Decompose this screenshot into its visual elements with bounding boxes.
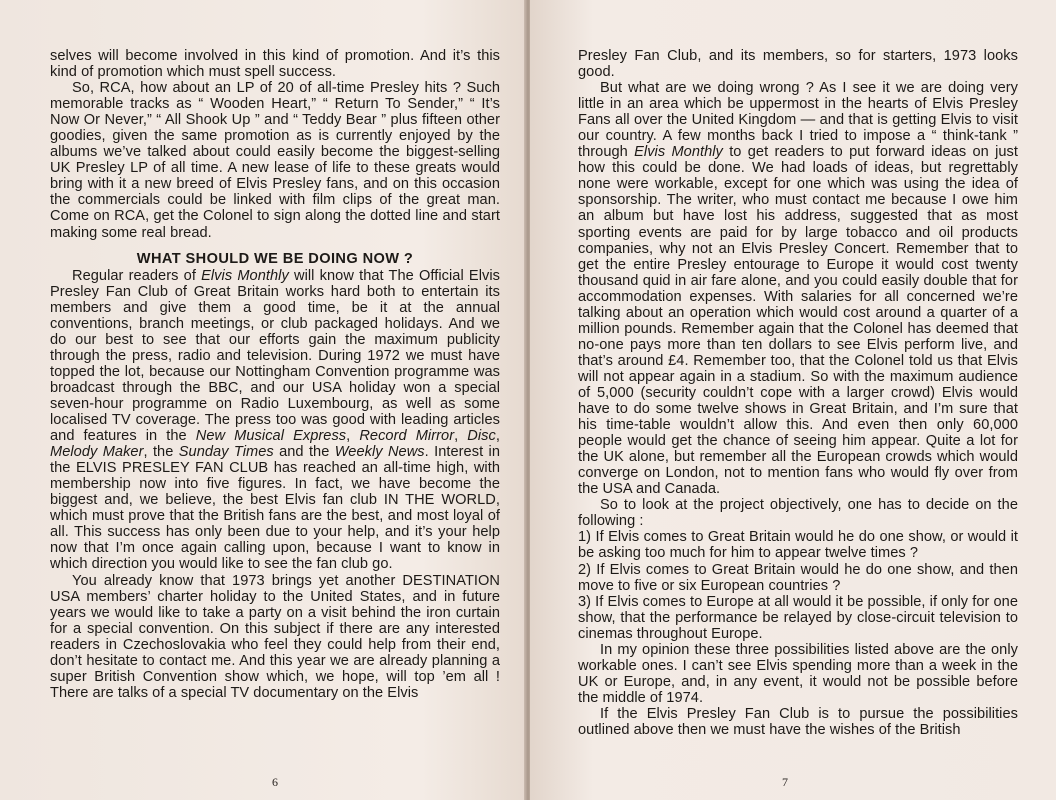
paragraph: But what are we doing wrong ? As I see it we are doing very little in an area which be uppermost in the hearts of Elvis Presley Fans all over the United Kingdom — and that is getting Elvis to visit our country. A few months back I tried to impose a “ think-tank ” through Elvis Monthly to get readers to put forward ideas on just how this could be done. We had loads of ideas, but regrettably none were workable, except for one which was using the idea of sponsorship. The writer, who must contact me because I owe him an album but have lost his address, suggested that as most sporting events are paid for by large tobacco and oil products companies, why not an Elvis Presley Concert. Remember that to get the entire Presley entourage to Europe it would cost twenty thousand quid in air fare alone, and you could easily double that for accommodation expenses. With salaries for all concerned we’re talking about an operation which would cost around a quarter of a million pounds. Remember again that the Colonel has deemed that no-one pays more than ten dollars to see Elvis perform live, and that’s around £4. Remember too, that the Colonel told us that Elvis will not appear again in a stadium. So with the maximum audience of 5,000 (security couldn’t cope with a larger crowd) Elvis would have to do some twelve shows in Great Britain, and I’m sure that his time-table wouldn’t allow this. And even then only 60,000 people would get the chance of seeing him appear. Quite a lot for the UK alone, but remember all the European crowds which would converge on London, not to mention fans who would fly over from the USA and Canada. <box>578 80 1019 498</box>
page-number: 6 <box>272 775 278 789</box>
right-text-column <box>578 48 1018 738</box>
paragraph: You already know that 1973 brings yet another DESTINATION USA members’ charter holiday to the United States, and in future years we would like to take a party on a visit behind the iron curtain for a special convention. On this subject if there are any interested readers in Czechoslovakia who feel they could help from their end, don’t hesitate to contact me. And this year we are already planning a super British Convention show which, we hope, will top ’em all ! There are talks of a special TV documentary on the Elvis <box>50 572 500 701</box>
paragraph: So to look at the project objectively, one has to decide on the following : <box>578 497 1018 530</box>
page-number: 7 <box>782 775 788 789</box>
list-item: 1) If Elvis comes to Great Britain would he do one show, or would it be asking too much for him to appear twelve times ? <box>578 529 1018 562</box>
paragraph: So, RCA, how about an LP of 20 of all-time Presley hits ? Such memorable tracks as “ Wooden Heart,” “ Return To Sender,” “ It’s Now Or Never,” “ All Shook Up ” and “ Teddy Bear ” plus fifteen other goodies, given the same promotion as is currently enjoyed by the albums we’ve talked about could easily become the biggest-selling UK Presley LP of all time. A new lease of life to these greats would bring with it a new breed of Elvis Presley fans, and on this occasion the commercials could be linked with film clips of the great man. Come on RCA, get the Colonel to sign along the dotted line and start making some real bread. <box>50 80 500 241</box>
section-heading: WHAT SHOULD WE BE DOING NOW ? <box>136 250 414 267</box>
list-item: 3) If Elvis comes to Europe at all would it be possible, if only for one show, that the performance be relayed by close-circuit television to cinemas throughout Europe. <box>578 593 1019 642</box>
right-page <box>530 0 1056 800</box>
paragraph: selves will become involved in this kind of promotion. And it’s this kind of promotion which must spell success. <box>50 48 500 81</box>
paragraph: In my opinion these three possibilities listed above are the only workable ones. I can’t see Elvis spending more than a week in the UK or Europe, and, in any event, it would not be possible before the middle of 1974. <box>578 641 1018 706</box>
list-item: 2) If Elvis comes to Great Britain would he do one show, and then move to five or six European countries ? <box>578 561 1018 594</box>
left-page <box>0 0 526 800</box>
paragraph: Regular readers of Elvis Monthly will know that The Official Elvis Presley Fan Club of Great Britain works hard both to entertain its members and give them a good time, be it at the annual conventions, branch meetings, or club packaged holidays. And we do our best to see that our efforts gain the maximum publicity through the press, radio and television. During 1972 we must have topped the lot, because our Nottingham Convention programme was broadcast through the BBC, and our USA holiday won a special seven-hour programme on Radio Luxembourg, as well as some localised TV coverage. The press too was good with leading articles and features in the New Musical Express, Record Mirror, Disc, Melody Maker, the Sunday Times and the Weekly News. Interest in the ELVIS PRESLEY FAN CLUB has reached an all-time high, with membership now into five figures. In fact, we have become the biggest and, we believe, the best Elvis fan club IN THE WORLD, which must prove that the British fans are the best, and most loyal of all. This success has only been due to your help, and it’s your help now that I’m once again calling upon, because I want to know in which direction you would like to see the fan club go. <box>50 267 500 573</box>
paragraph: Presley Fan Club, and its members, so for starters, 1973 looks good. <box>578 48 1018 81</box>
left-text-column <box>50 48 500 701</box>
paragraph: If the Elvis Presley Fan Club is to pursue the possibilities outlined above then we must have the wishes of the British <box>578 705 1018 738</box>
